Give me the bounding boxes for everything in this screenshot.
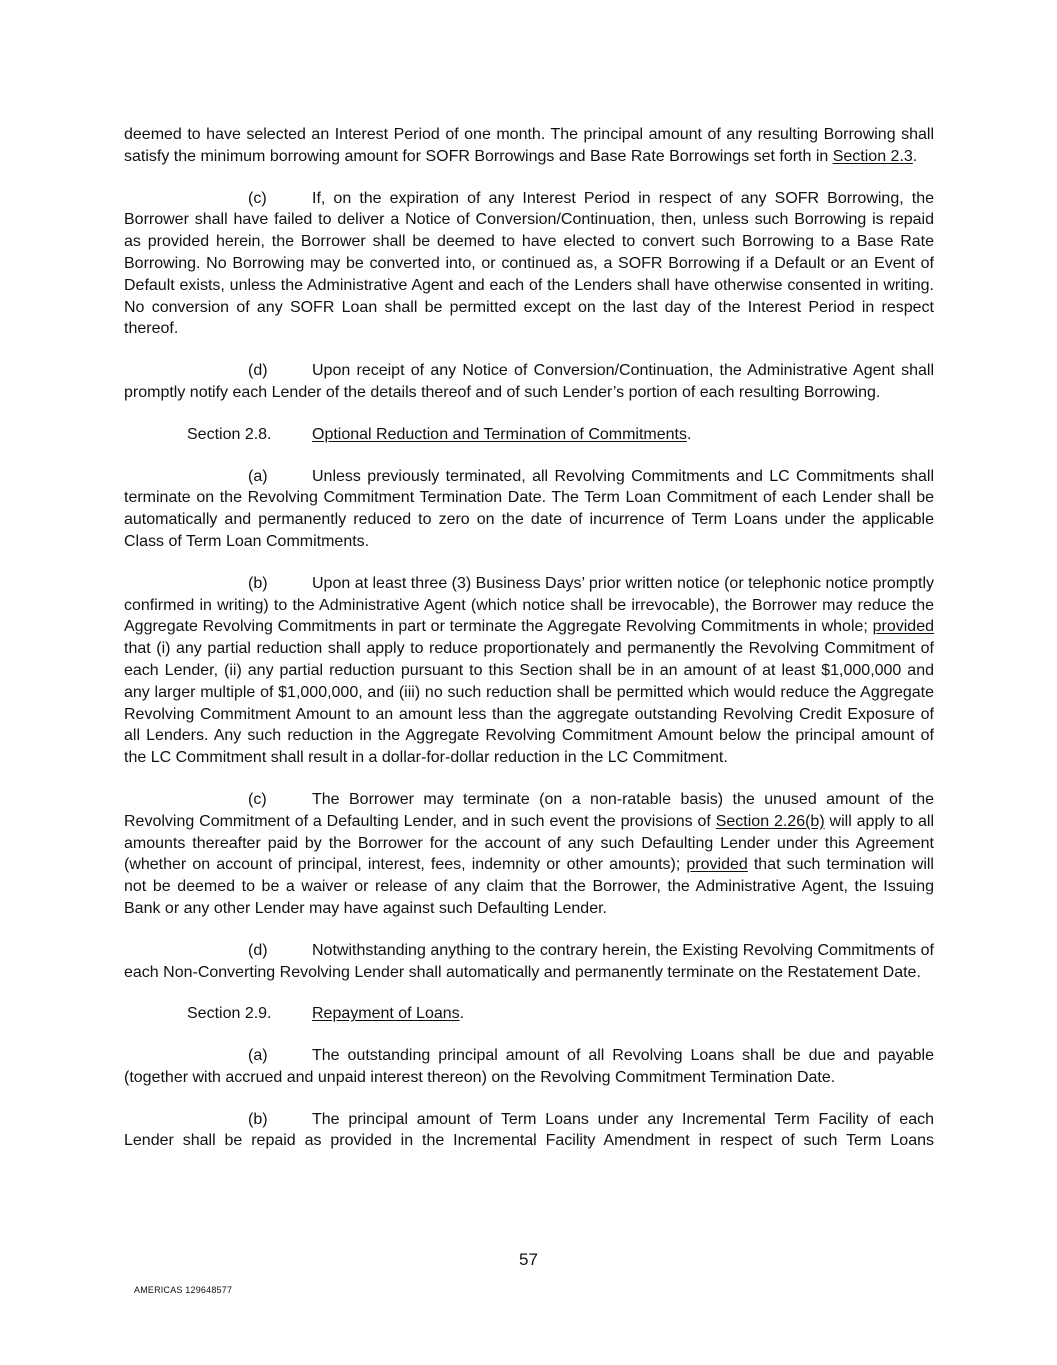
paragraph-text: If, on the expiration of any Interest Period in respect of any SOFR Borrowing, the Borrower shall have failed to deliver a Notice of Conversion/Continuation, then, unless such Borrowing is repaid as provided herein, the Borrower shall be deemed to have elected to convert such Borrowing to a Base Rate Borrowing. No Borrowing may be converted into, or continued as, a SOFR Borrowing if a Default or an Event of Default exists, unless the Administrative Agent and each of the Lenders shall have otherwise consented in writing. No conversion of any SOFR Loan shall be permitted except on the last day of the Interest Period in respect thereof. (124, 189, 934, 338)
paragraph-2-8-d (124, 940, 934, 984)
paragraph-2-8-b (124, 573, 934, 769)
paragraph-text: Upon receipt of any Notice of Conversion/Continuation, the Administrative Agent shall promptly notify each Lender of the details thereof and of such Lender’s portion of each resulting Borrowing. (124, 362, 934, 401)
paragraph-label: (a) (248, 467, 268, 485)
section-heading-2-9 (124, 1003, 934, 1025)
paragraph-text-continued: that (i) any partial reduction shall apply to reduce proportionately and permanently the Revolving Commitment of each Lender, (ii) any partial reduction pursuant to this Section shall be in an amount of at least $1,000,000 and any larger multiple of $1,000,000, and (iii) no such reduction shall be permitted which would reduce the Aggregate Revolving Commitment Amount to an amount less than the aggregate outstanding Revolving Credit Exposure of all Lenders. Any such reduction in the Aggregate Revolving Commitment Amount below the principal amount of the LC Commitment shall result in a dollar-for-dollar reduction in the LC Commitment. (124, 640, 934, 767)
paragraph-text: Upon at least three (3) Business Days’ prior written notice (or telephonic notice promptly confirmed in writing) to the Administrative Agent (which notice shall be irrevocable), the Borrower may reduce the Aggregate Revolving Commitments in part or terminate the Aggregate Revolving Commitments in whole; (124, 574, 934, 636)
paragraph-label: (a) (248, 1047, 268, 1065)
section-title-end: . (459, 1005, 465, 1023)
paragraph-label: (c) (248, 790, 267, 808)
paragraph-label: (d) (248, 362, 268, 380)
paragraph-2-8-c (124, 789, 934, 920)
paragraph-c-conversion (124, 188, 934, 341)
page-number: 57 (519, 1250, 538, 1269)
section-title: Repayment of Loans (312, 1005, 460, 1023)
paragraph-text: Notwithstanding anything to the contrary herein, the Existing Revolving Commitments of each Non-Converting Revolving Lender shall automatically and permanently terminate on the Restatement Date. (124, 941, 934, 981)
paragraph-label: (b) (248, 574, 268, 592)
paragraph-text: The outstanding principal amount of all Revolving Loans shall be due and payable (together with accrued and unpaid interest thereon) on the Revolving Commitment Termination Date. (124, 1047, 934, 1086)
document-id: AMERICAS 129648577 (134, 1285, 233, 1295)
paragraph-text-end: that such termination will not be deemed to be a waiver or release of any claim that the Borrower, the Administrative Agent, the Issuing Bank or any other Lender may have against such Defaulting Lender. (124, 856, 934, 917)
paragraph-label: (c) (248, 189, 267, 207)
section-reference-link: Section 2.26(b) (715, 812, 825, 830)
paragraph-2-8-a (124, 466, 934, 553)
paragraph-2-9-b (124, 1109, 934, 1153)
provided-term: provided (686, 856, 748, 874)
section-heading-2-8 (124, 424, 934, 446)
section-number: Section 2.8. (187, 425, 272, 443)
paragraph-label: (d) (248, 941, 268, 959)
paragraph-2-9-a (124, 1045, 934, 1089)
section-number: Section 2.9. (187, 1005, 272, 1023)
paragraph-text: The principal amount of Term Loans under any Incremental Term Facility of each Lender shall be repaid as provided in the Incremental Facility Amendment in respect of such Term Loans (124, 1110, 934, 1150)
paragraph-text: The Borrower may terminate (on a non-ratable basis) the unused amount of the Revolving Commitment of a Defaulting Lender, and in such event the provisions of (124, 790, 934, 830)
page-body (124, 124, 934, 1172)
section-reference-link: Section 2.3 (832, 147, 913, 165)
paragraph-label: (b) (248, 1110, 268, 1128)
intro-end: . (912, 147, 918, 165)
paragraph-text: Unless previously terminated, all Revolving Commitments and LC Commitments shall terminate on the Revolving Commitment Termination Date. The Term Loan Commitment of each Lender shall be automatically and permanently reduced to zero on the date of incurrence of Term Loans under the applicable Class of Term Loan Commitments. (124, 467, 934, 550)
paragraph-d-notice (124, 360, 934, 404)
provided-term: provided (872, 618, 934, 636)
paragraph-text-continued: will apply to all amounts thereafter paid by the Borrower for the account of any such Defaulting Lender under this Agreement (whether on account of principal, interest, fees, indemnity or other amounts); (124, 812, 934, 874)
section-title-end: . (687, 425, 692, 443)
intro-text: deemed to have selected an Interest Period of one month. The principal amount of any resulting Borrowing shall satisfy the minimum borrowing amount for SOFR Borrowings and Base Rate Borrowings set forth in (124, 126, 934, 165)
intro-paragraph (124, 124, 934, 168)
section-title: Optional Reduction and Termination of Commitments (312, 425, 687, 443)
